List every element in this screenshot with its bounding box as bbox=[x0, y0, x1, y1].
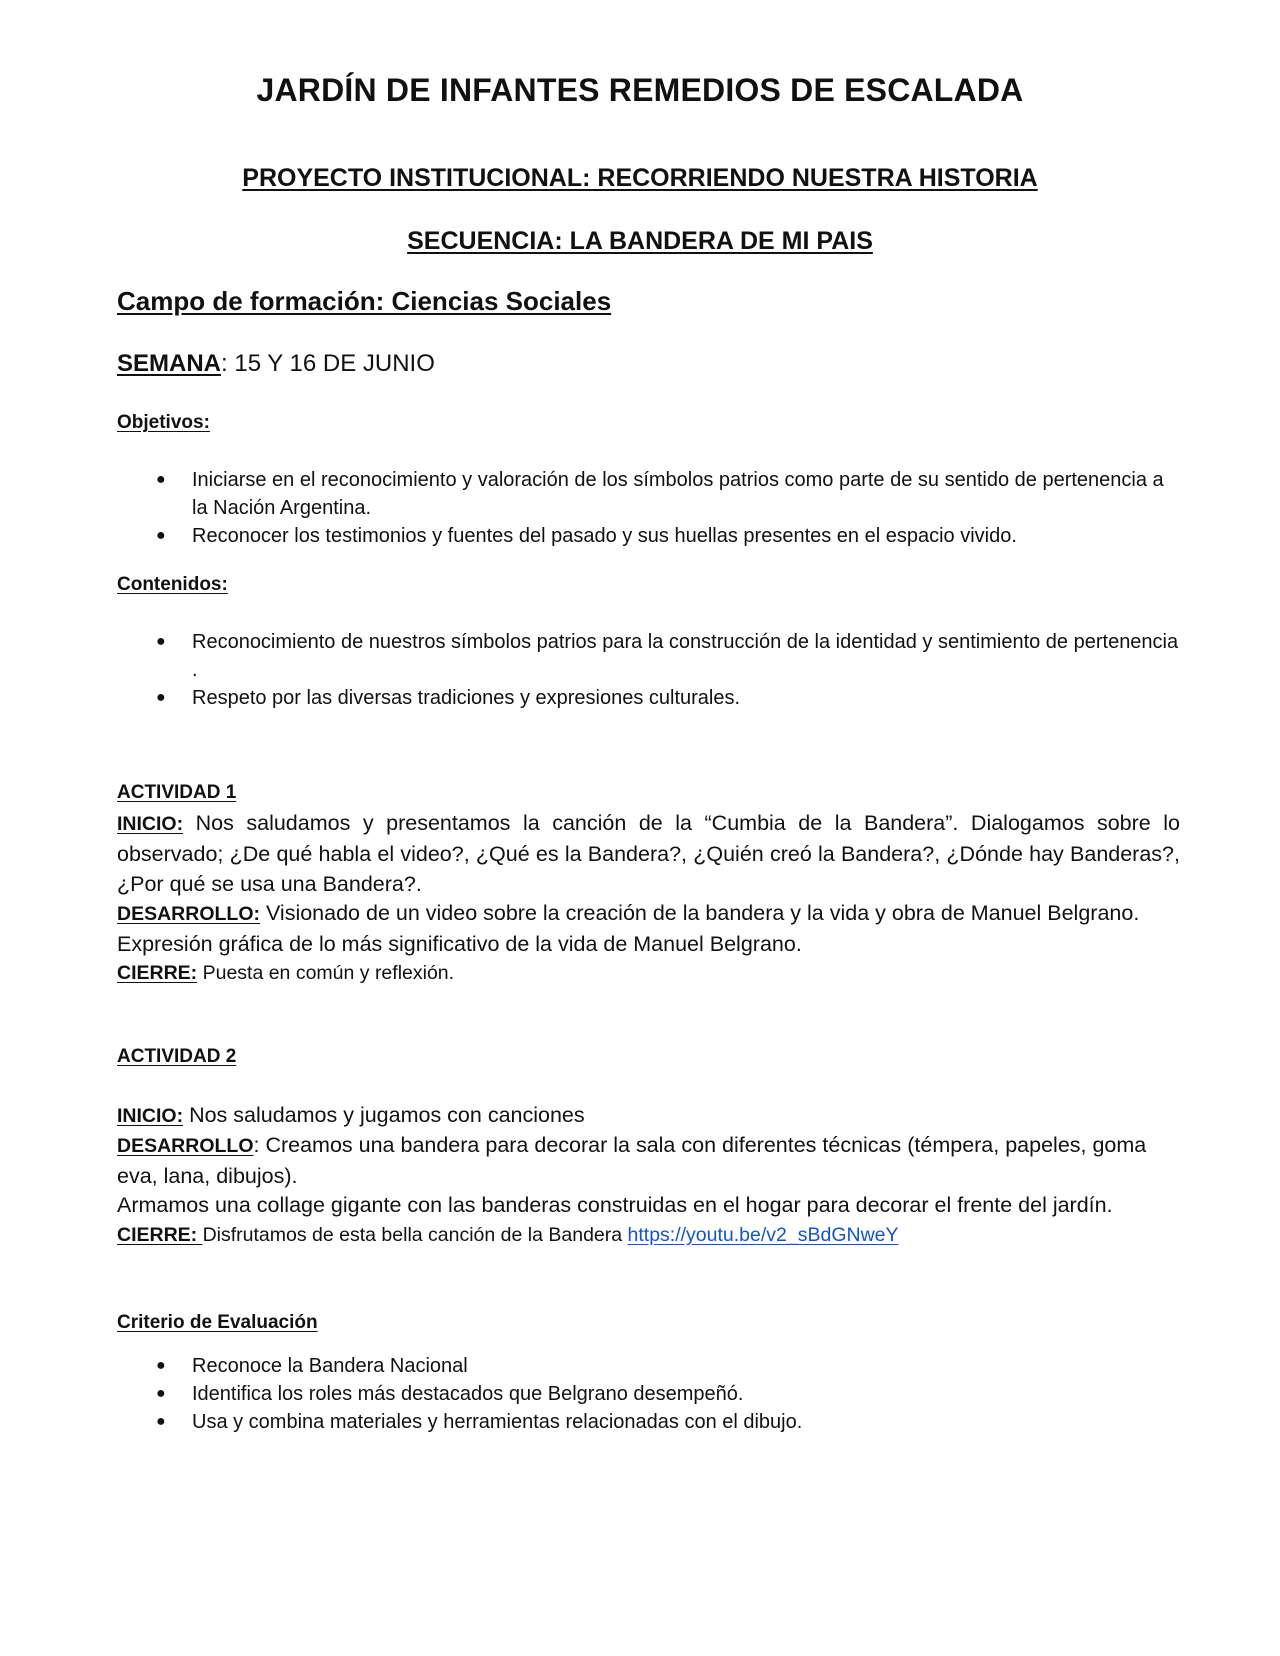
inicio-text: Nos saludamos y jugamos con canciones bbox=[183, 1103, 585, 1127]
evaluation-heading: Criterio de Evaluación bbox=[117, 1312, 318, 1333]
cierre-text: Disfrutamos de esta bella canción de la Bandera bbox=[202, 1224, 628, 1246]
activity2-cierre bbox=[117, 1220, 1180, 1250]
project-title: PROYECTO INSTITUCIONAL: RECORRIENDO NUESTRA HISTORIA bbox=[242, 164, 1038, 192]
list-item: ● Reconocer los testimonios y fuentes del pasado y sus huellas presentes en el espacio vivido. bbox=[117, 522, 1180, 550]
bullet-icon: ● bbox=[156, 1385, 166, 1402]
school-title: JARDÍN DE INFANTES REMEDIOS DE ESCALADA bbox=[256, 72, 1024, 108]
list-item: ● Iniciarse en el reconocimiento y valoración de los símbolos patrios como parte de su sentido de pertenencia a la Nación Argentina. bbox=[117, 466, 1180, 522]
activity2-desarrollo bbox=[117, 1130, 1180, 1191]
inicio-text: Nos saludamos y presentamos la canción de la “Cumbia de la Bandera”. Dialogamos sobre lo observado; ¿De qué habla el video?, ¿Qué es la Bandera?, ¿Quién creó la Bandera?, ¿Dónde hay Banderas?, ¿Por qué se usa una Bandera?. bbox=[117, 811, 1180, 896]
desarrollo-label: DESARROLLO: bbox=[117, 903, 260, 925]
sequence-title: SECUENCIA: LA BANDERA DE MI PAIS bbox=[407, 227, 873, 255]
bullet-icon: ● bbox=[156, 689, 166, 706]
bullet-icon: ● bbox=[156, 527, 166, 544]
objectives-list bbox=[117, 466, 1180, 550]
desarrollo-text: Visionado de un video sobre la creación de la bandera y la vida y obra de Manuel Belgrano. Expresión gráfica de lo más significativo de la vida de Manuel Belgrano. bbox=[117, 901, 1140, 956]
list-item: ● Usa y combina materiales y herramientas relacionadas con el dibujo. bbox=[117, 1408, 1180, 1436]
week-label: SEMANA bbox=[117, 350, 222, 377]
bullet-icon: ● bbox=[156, 633, 166, 650]
list-item: ● Reconocimiento de nuestros símbolos patrios para la construcción de la identidad y sentimiento de pertenencia . bbox=[117, 628, 1180, 684]
activity2-collage: Armamos una collage gigante con las banderas construidas en el hogar para decorar el frente del jardín. bbox=[117, 1193, 1113, 1217]
list-item: ● Respeto por las diversas tradiciones y expresiones culturales. bbox=[117, 684, 1180, 712]
list-item: ● Identifica los roles más destacados que Belgrano desempeñó. bbox=[117, 1380, 1180, 1408]
activity1-desarrollo bbox=[117, 898, 1180, 959]
field-heading: Campo de formación: Ciencias Sociales bbox=[117, 286, 612, 316]
cierre-label: CIERRE: bbox=[117, 962, 198, 984]
week-value: : 15 Y 16 DE JUNIO bbox=[221, 350, 435, 377]
activity1-cierre bbox=[117, 958, 1180, 988]
desarrollo-label: DESARROLLO bbox=[117, 1135, 254, 1157]
contents-list bbox=[117, 628, 1180, 712]
evaluation-list bbox=[117, 1352, 1180, 1436]
activity2-inicio bbox=[117, 1100, 1180, 1131]
cierre-text: Puesta en común y reflexión. bbox=[197, 962, 455, 984]
song-link[interactable]: https://youtu.be/v2_sBdGNweY bbox=[627, 1224, 899, 1246]
activity2-heading: ACTIVIDAD 2 bbox=[117, 1046, 237, 1067]
list-item: ● Reconoce la Bandera Nacional bbox=[117, 1352, 1180, 1380]
objectives-heading: Objetivos: bbox=[117, 412, 210, 433]
bullet-icon: ● bbox=[156, 1413, 166, 1430]
desarrollo-text: : Creamos una bandera para decorar la sala con diferentes técnicas (témpera, papeles, goma eva, lana, dibujos). bbox=[117, 1133, 1147, 1188]
bullet-icon: ● bbox=[156, 471, 166, 488]
week-line bbox=[117, 350, 435, 378]
activity1-inicio bbox=[117, 808, 1180, 899]
bullet-icon: ● bbox=[156, 1357, 166, 1374]
inicio-label: INICIO: bbox=[117, 813, 184, 835]
cierre-label: CIERRE: bbox=[117, 1224, 203, 1246]
inicio-label: INICIO: bbox=[117, 1105, 184, 1127]
activity1-heading: ACTIVIDAD 1 bbox=[117, 782, 237, 803]
contents-heading: Contenidos: bbox=[117, 574, 228, 595]
